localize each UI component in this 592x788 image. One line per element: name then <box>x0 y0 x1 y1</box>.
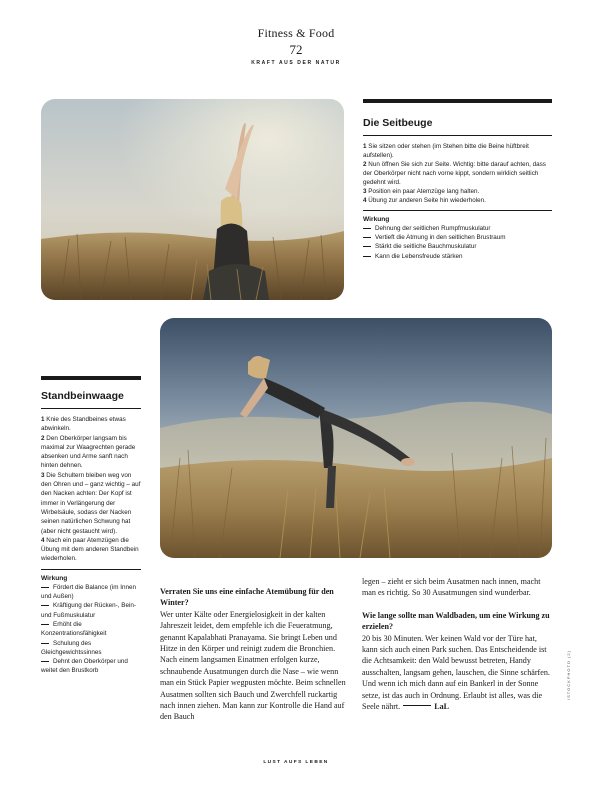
article-column-right <box>362 576 552 712</box>
step-item: 2 Den Oberkörper langsam bis maximal zur Waagrechten gerade absenken und Arme sanft nach hinten dehnen. <box>41 434 136 470</box>
photo-standbeinwaage <box>160 318 552 558</box>
step-item: 4 Übung zur anderen Seite hin wiederholen. <box>363 197 486 204</box>
step-item: 1 Sie sitzen oder stehen (im Stehen bitte die Beine hüftbreit aufstellen). <box>363 143 529 159</box>
divider <box>41 569 141 570</box>
effect-item: Vertieft die Atmung in den seitlichen Brustraum <box>363 233 552 242</box>
effect-item: Dehnt den Oberkörper und weitet den Brustkorb <box>41 658 128 675</box>
interview-question: Verraten Sie uns eine einfache Atemübung für den Winter? <box>160 587 334 608</box>
interview-answer: Wer unter Kälte oder Energielosigkeit in der kalten Jahreszeit leidet, dem empfehle ich die Feueratmung, genannt Kapalabhati Pranayama. Sie bringt Leben und Hitze in den Körper und reinigt zudem die Bronchien. Nach einem langsamen Einatmen erfolgen kurze, schnaubende Ausatmungen durch die Nase – wie wenn man ein Stück Papier wegpusten möchte. Beim schnellen Ausatmen sollten sich Bauch und Zwerchfell ruckartig nach innen ziehen. Man kann zur Kontrolle die Hand auf den Bauch <box>160 609 346 722</box>
article-column-left <box>160 586 350 723</box>
divider <box>41 408 141 409</box>
photo-credit: ISTOCKPHOTO (2) <box>566 650 571 700</box>
effects-list <box>41 583 141 676</box>
effects-heading: Wirkung <box>41 574 68 582</box>
section-rule <box>41 376 141 380</box>
step-item: 1 Knie des Standbeines etwas abwinkeln. <box>41 416 126 433</box>
effect-item: Erhöht die Konzentrationsfähigkeit <box>41 620 107 638</box>
step-item: 3 Die Schultern bleiben weg von den Ohren und – ganz wichtig – auf den Nacken achten: Der Kopf ist immer in Verlängerung der Wirbelsäule, sodass der Nacken seinen natürlichen Schwung hat (aber nicht gestaucht wird). <box>41 471 141 535</box>
interview-answer: 20 bis 30 Minuten. Wer keinen Wald vor der Türe hat, kann sich auch einen Park suchen. Das Entscheidende ist die Achtsamkeit: den Wald bewusst betreten, Handy ausschalten, langsam gehen, lauschen, die Sinne schärfen. Und wenn ich mich dann auf ein Bankerl in der Sonne setze, ist das auch in Ordnung. Erlaubt ist alles, was die Seele nährt. LaL <box>362 633 550 712</box>
exercise-standbeinwaage <box>41 376 141 676</box>
divider <box>363 135 552 136</box>
step-item: 2 Nun öffnen Sie sich zur Seite. Wichtig: bitte darauf achten, dass der Oberkörper nicht nach vorne kippt, sondern wirklich seitlich gedehnt wird. <box>363 161 546 186</box>
step-item: 4 Nach ein paar Atemzügen die Übung mit dem anderen Standbein wiederholen. <box>41 536 139 563</box>
step-list <box>41 415 141 564</box>
page-header <box>0 26 592 66</box>
author-signature: LaL <box>434 702 450 712</box>
page-number: 72 <box>289 42 303 57</box>
page-footer: LUST AUFS LEBEN <box>263 760 329 765</box>
interview-answer-continued: legen – zieht er sich beim Ausatmen nach innen, macht man es richtig. So 30 Ausatmungen sind wunderbar. <box>362 577 541 598</box>
magazine-section-title: Fitness & Food <box>257 26 335 40</box>
interview-question: Wie lange sollte man Waldbaden, um eine Wirkung zu erzielen? <box>362 610 550 632</box>
effect-item: Stärkt die seitliche Bauchmuskulatur <box>363 242 552 251</box>
section-rule <box>363 99 552 103</box>
effect-item: Kräftigung der Rücken-, Bein- und Fußmuskulatur <box>41 602 136 619</box>
photo-seitbeuge <box>41 99 344 300</box>
effect-item: Fördert die Balance (im Innen und Außen) <box>41 583 136 601</box>
divider <box>363 210 552 211</box>
step-list <box>363 142 552 205</box>
exercise-title: Standbeinwaage <box>41 390 124 402</box>
section-subtitle: KRAFT AUS DER NATUR <box>251 60 341 66</box>
exercise-title: Die Seitbeuge <box>363 117 433 129</box>
effect-item: Kann die Lebensfreude stärken <box>363 252 552 261</box>
effects-list <box>363 224 552 261</box>
effect-item: Schulung des Gleichgewichtssinnes <box>41 639 102 656</box>
exercise-seitbeuge <box>363 99 552 261</box>
effect-item: Dehnung der seitlichen Rumpfmuskulatur <box>363 224 552 233</box>
effects-heading: Wirkung <box>363 216 390 223</box>
step-item: 3 Position ein paar Atemzüge lang halten. <box>363 188 480 195</box>
